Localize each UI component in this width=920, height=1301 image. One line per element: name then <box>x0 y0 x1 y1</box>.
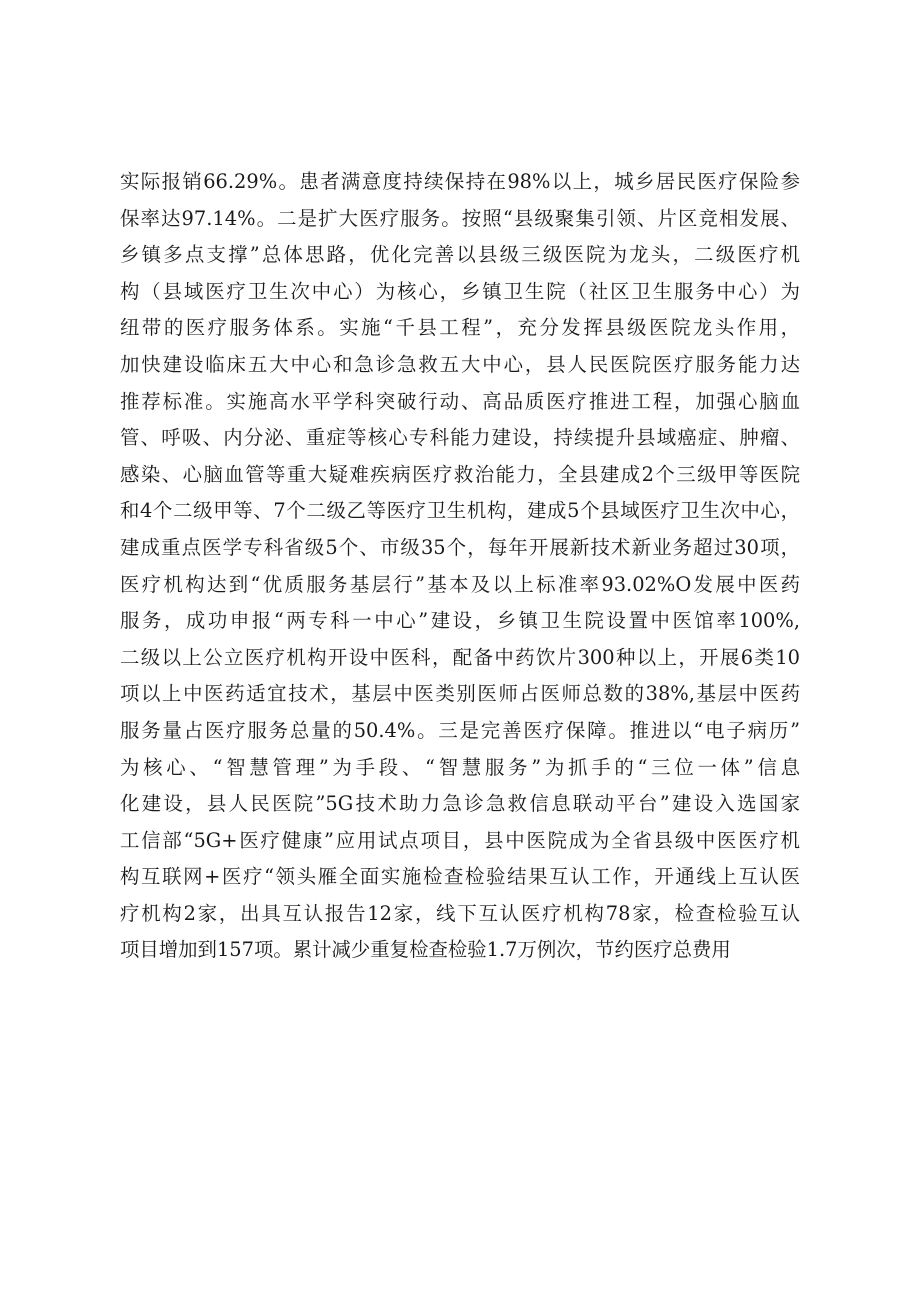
text-line: 保率达97.14%。二是扩大医疗服务。按照“县级聚集引领、片区竞相发展、 <box>120 206 800 230</box>
text-line: 纽带的医疗服务体系。实施“千县工程”，充分发挥县级医院龙头作用， <box>120 316 800 340</box>
text-line: 项目增加到157项。累计减少重复检查检验1.7万例次，节约医疗总费用 <box>120 938 731 962</box>
text-line: 工信部“5G+医疗健康”应用试点项目，县中医院成为全省县级中医医疗机 <box>120 828 800 852</box>
text-line: 二级以上公立医疗机构开设中医科，配备中药饮片300种以上，开展6类10 <box>120 645 800 669</box>
text-line: 和4个二级甲等、7个二级乙等医疗卫生机构，建成5个县域医疗卫生次中心， <box>120 499 800 523</box>
text-line: 加快建设临床五大中心和急诊急救五大中心，县人民医院医疗服务能力达 <box>120 352 800 376</box>
text-line: 推荐标准。实施高水平学科突破行动、高品质医疗推进工程，加强心脑血 <box>120 389 800 413</box>
body-paragraph <box>120 164 800 969</box>
text-line: 化建设，县人民医院”5G技术助力急诊急救信息联动平台”建设入选国家 <box>120 792 800 816</box>
text-line: 疗机构2家，出具互认报告12家，线下互认医疗机构78家，检查检验互认 <box>120 901 800 925</box>
text-line: 构互联网+医疗“领头雁全面实施检查检验结果互认工作，开通线上互认医 <box>120 865 800 889</box>
text-line: 服务量占医疗服务总量的50.4%。三是完善医疗保障。推进以“电子病历” <box>120 718 800 742</box>
text-line: 构（县域医疗卫生次中心）为核心，乡镇卫生院（社区卫生服务中心）为 <box>120 279 800 303</box>
text-line: 建成重点医学专科省级5个、市级35个，每年开展新技术新业务超过30项， <box>120 535 800 559</box>
text-line: 项以上中医药适宜技术，基层中医类别医师占医师总数的38%,基层中医药 <box>120 682 800 706</box>
text-line: 为核心、“智慧管理”为手段、“智慧服务”为抓手的“三位一体”信息 <box>120 755 800 779</box>
text-line: 医疗机构达到“优质服务基层行”基本及以上标准率93.02%O发展中医药 <box>120 572 800 596</box>
text-line: 乡镇多点支撑”总体思路，优化完善以县级三级医院为龙头，二级医疗机 <box>120 243 800 267</box>
text-line: 实际报销66.29%。患者满意度持续保持在98%以上，城乡居民医疗保险参 <box>120 170 800 193</box>
text-line: 感染、心脑血管等重大疑难疾病医疗救治能力，全县建成2个三级甲等医院 <box>120 462 800 486</box>
text-line: 管、呼吸、内分泌、重症等核心专科能力建设，持续提升县域癌症、肿瘤、 <box>120 426 800 450</box>
text-line: 服务，成功申报“两专科一中心”建设，乡镇卫生院设置中医馆率100%, <box>120 609 800 633</box>
